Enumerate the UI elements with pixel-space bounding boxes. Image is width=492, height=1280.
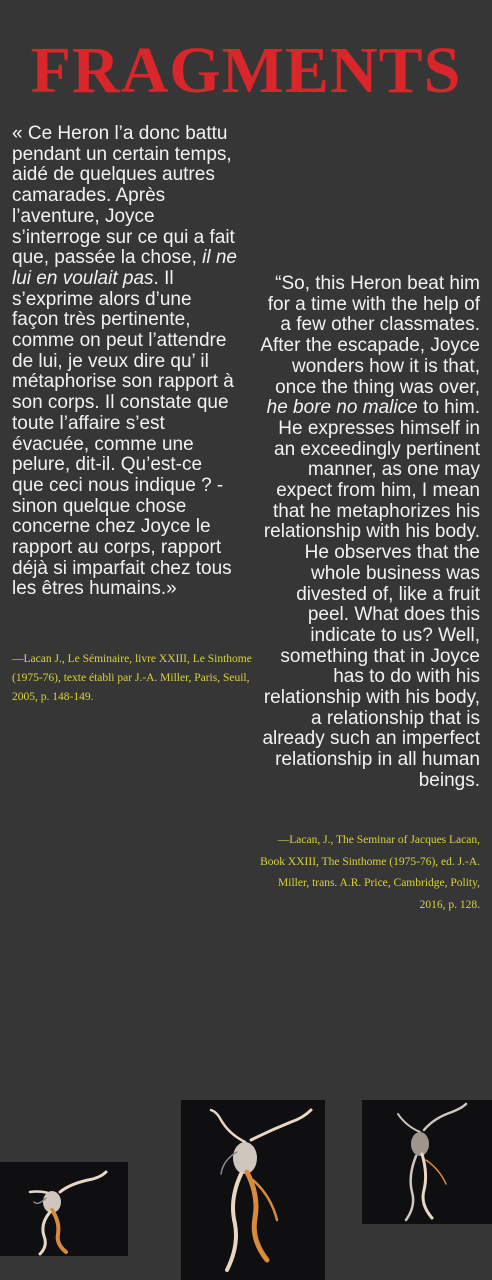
dancer-artwork-center bbox=[181, 1100, 325, 1280]
french-quote-italic: il ne lui en voulait pas bbox=[12, 247, 237, 289]
english-quote-italic: he bore no malice bbox=[266, 397, 418, 419]
french-citation: —Lacan J., Le Séminaire, livre XXIII, Le Sinthome (1975-76), texte établi par J.-A. Miller, Paris, Seuil, 2005, p. 148-149. bbox=[12, 653, 252, 703]
french-quote bbox=[12, 124, 238, 600]
dancer-figure-icon bbox=[362, 1100, 492, 1224]
english-quote-end: to him. He expresses himself in an exceedingly pertinent manner, as one may expect from him, I mean that he metaphorizes his relationship with his body. He observes that the whole business was divested of, like a fruit peel. What does this indicate to us? Well, something that in Joyce has to do with his relationship with his body, a relationship that is already such an imperfect relationship in all human beings. bbox=[262, 397, 480, 791]
dancer-artwork-left bbox=[0, 1162, 128, 1256]
dancer-figure-icon bbox=[181, 1100, 325, 1280]
dancer-figure-icon bbox=[0, 1162, 128, 1256]
french-quote-end: . Il s’exprime alors d’une façon très pertinente, comme on peut l’attendre de lui, je veux dire qu’ il métaphorise son rapport à son corps. Il constate que toute l’affaire s’est évacuée, comme une pelure, dit-il. Qu’est-ce que ceci nous indique ? -sinon quelque chose concerne chez Joyce le rapport au corps, rapport déjà si imparfait chez tous les êtres humains.» bbox=[12, 267, 234, 600]
english-citation: —Lacan, J., The Seminar of Jacques Lacan, Book XXIII, The Sinthome (1975-76), ed. J.-A. Miller, trans. A.R. Price, Cambridge, Polity, 2016, p. 128. bbox=[260, 834, 480, 911]
dancer-artwork-right bbox=[362, 1100, 492, 1224]
english-quote-start: “So, this Heron beat him for a time with the help of a few other classmates. After the escapade, Joyce wonders how it is that, once the thing was over, bbox=[260, 273, 480, 398]
english-quote bbox=[258, 274, 480, 792]
french-quote-start: « Ce Heron l’a donc battu pendant un certain temps, aidé de quelques autres camarades. Après l’aventure, Joyce s’interroge sur ce qui a fait que, passée la chose, bbox=[12, 123, 235, 269]
page-title: FRAGMENTS bbox=[30, 34, 462, 108]
